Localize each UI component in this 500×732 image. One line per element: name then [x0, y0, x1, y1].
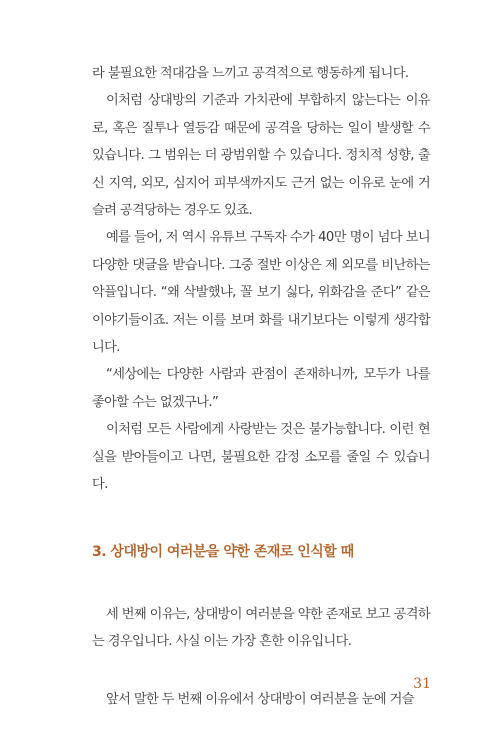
paragraph: 예를 들어, 저 역시 유튜브 구독자 수가 40만 명이 넘다 보니 다양한 댓글을 받습니다. 그중 절반 이상은 제 외모를 비난하는 악플입니다. “왜 삭발했냐, 꼴 보기 싫다, 위화감을 준다” 같은 이야기들이죠. 저는 이를 보며 화를 내기보다는 이렇게 생각합니다.: [92, 230, 430, 356]
paragraph-continuation: 라 불필요한 적대감을 느끼고 공격적으로 행동하게 됩니다.: [92, 66, 409, 81]
paragraph: 이처럼 상대방의 기준과 가치관에 부합하지 않는다는 이유로, 혹은 질투나 열등감 때문에 공격을 당하는 일이 발생할 수 있습니다. 그 범위는 더 광범위할 수 있습니다. 정치적 성향, 출신 지역, 외모, 심지어 피부색까지도 근거 없는 이유로 눈에 거슬려 공격당하는 경우도 있죠.: [92, 93, 430, 219]
paragraph: 앞서 말한 두 번째 이유에서 상대방이 여러분을 눈에 거슬: [106, 691, 414, 707]
paragraph: 이처럼 모든 사람에게 사랑받는 것은 불가능합니다. 이런 현실을 받아들이고 나면, 불필요한 감정 소모를 줄일 수 있습니다.: [92, 422, 430, 493]
paragraph-spacer: [92, 656, 430, 686]
page-number: 31: [413, 676, 431, 692]
quote-paragraph: “세상에는 다양한 사람과 관점이 존재하니까, 모두가 나를 좋아할 수는 없겠구나.”: [92, 367, 430, 410]
paragraph: 세 번째 이유는, 상대방이 여러분을 약한 존재로 보고 공격하는 경우입니다. 사실 이는 가장 흔한 이유입니다.: [92, 606, 430, 650]
page-body: [92, 60, 430, 713]
section-heading: 3. 상대방이 여러분을 약한 존재로 인식할 때: [92, 543, 354, 560]
